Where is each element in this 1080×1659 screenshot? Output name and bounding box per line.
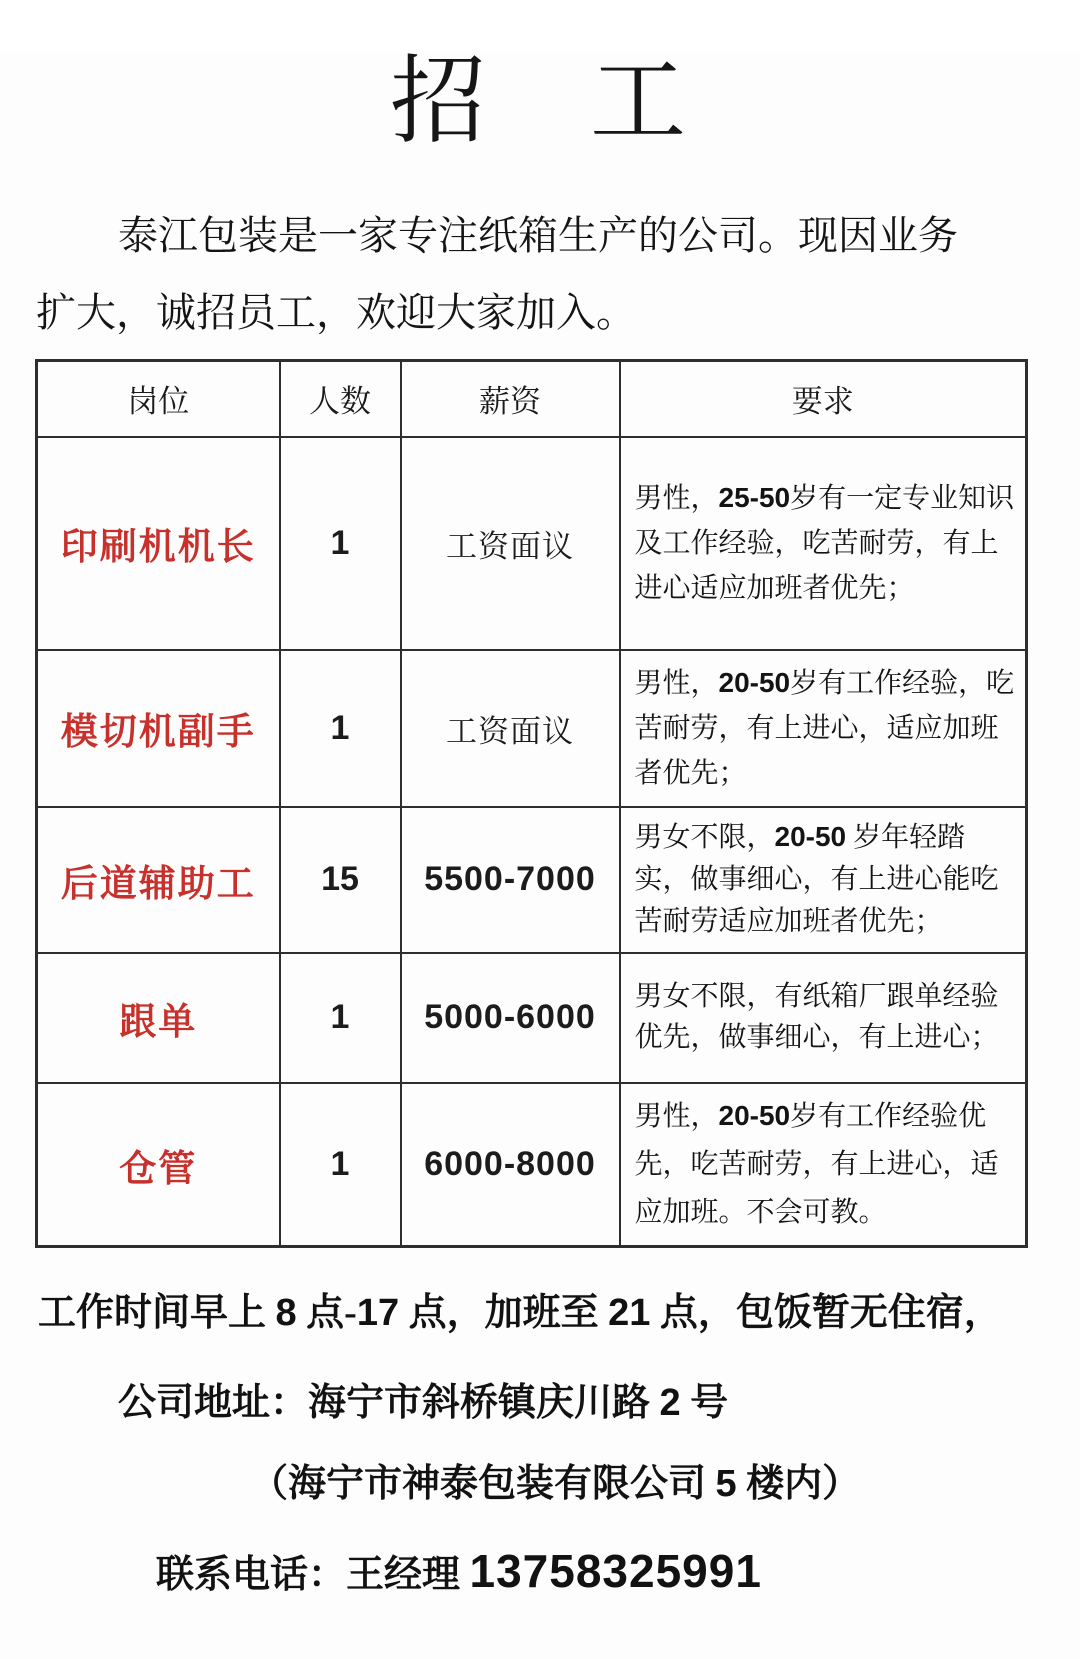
page-title: 招 工 — [390, 48, 690, 155]
headcount-cell: 1 — [280, 650, 401, 807]
requirements-cell: 男女不限，20-50 岁年轻踏实，做事细心，有上进心能吃苦耐劳适应加班者优先； — [620, 807, 1027, 953]
col-header-requirements: 要求 — [620, 360, 1027, 437]
table-row — [37, 437, 1027, 650]
contact-label: 联系电话：王经理 — [156, 1553, 470, 1596]
headcount-cell: 1 — [280, 437, 401, 650]
table-row — [37, 1083, 1027, 1247]
position-cell: 跟单 — [37, 953, 280, 1083]
work-hours-line: 工作时间早上 8 点-17 点，加班至 21 点，包饭暂无住宿， — [38, 1292, 1002, 1335]
headcount-cell: 15 — [280, 807, 401, 953]
address-note-line: （海宁市神泰包装有限公司 5 楼内） — [250, 1463, 861, 1506]
table-row — [37, 807, 1027, 953]
intro-paragraph: 泰江包装是一家专注纸箱生产的公司。现因业务扩大，诚招员工，欢迎大家加入。 — [36, 212, 958, 335]
position-cell: 印刷机机长 — [37, 437, 280, 650]
col-header-position: 岗位 — [37, 360, 280, 437]
table-row — [37, 953, 1027, 1083]
salary-cell: 工资面议 — [401, 437, 620, 650]
salary-cell: 5000-6000 — [401, 953, 620, 1083]
salary-cell: 6000-8000 — [401, 1083, 620, 1247]
position-cell: 仓管 — [37, 1083, 280, 1247]
position-cell: 模切机副手 — [37, 650, 280, 807]
headcount-cell: 1 — [280, 953, 401, 1083]
position-cell: 后道辅助工 — [37, 807, 280, 953]
contact-line — [156, 1543, 1050, 1601]
company-address-line: 公司地址：海宁市斜桥镇庆川路 2 号 — [118, 1381, 729, 1424]
salary-cell: 5500-7000 — [401, 807, 620, 953]
phone-number: 13758325991 — [469, 1544, 762, 1597]
requirements-cell: 男性，25-50岁有一定专业知识及工作经验，吃苦耐劳，有上进心适应加班者优先； — [620, 437, 1027, 650]
table-row — [37, 650, 1027, 807]
table-header-row — [37, 360, 1027, 437]
col-header-headcount: 人数 — [280, 360, 401, 437]
headcount-cell: 1 — [280, 1083, 401, 1247]
jobs-table — [35, 359, 1028, 1248]
requirements-cell: 男性，20-50岁有工作经验优先，吃苦耐劳，有上进心，适应加班。不会可教。 — [620, 1083, 1027, 1247]
requirements-cell: 男女不限，有纸箱厂跟单经验优先，做事细心，有上进心； — [620, 953, 1027, 1083]
salary-cell: 工资面议 — [401, 650, 620, 807]
requirements-cell: 男性，20-50岁有工作经验，吃苦耐劳，有上进心，适应加班者优先； — [620, 650, 1027, 807]
col-header-salary: 薪资 — [401, 360, 620, 437]
